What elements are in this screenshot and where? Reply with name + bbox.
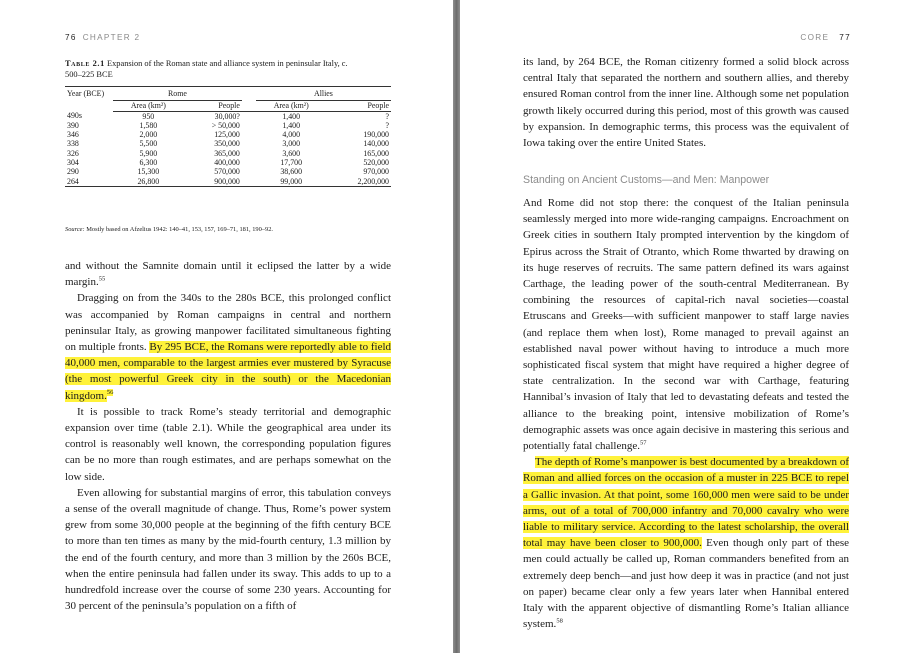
- paragraph: Dragging on from the 340s to the 280s BCE, this prolonged conflict was accompanied by Roman campaigns in central and northern peninsular Italy, as growing manpower facilitated simultaneous fighting on multiple fronts. By 295 BCE, the Romans were reportedly able to field 40,000 men, comparable to the largest armies ever mustered by Syracuse (the most powerful Greek city in the south) or the Macedonian kingdom.$^{56}$: [65, 292, 392, 402]
- cell-area-allies: 4,000: [282, 130, 301, 140]
- cell-area-rome: 15,300: [137, 167, 160, 177]
- col-year-header: Year (BCE): [65, 87, 113, 112]
- cell-year: 338: [67, 139, 79, 149]
- col-people-rome-header: People: [184, 101, 242, 111]
- cell-year: 490s: [67, 111, 82, 121]
- source-text: Mostly based on Afzelius 1942: 140–41, 153, 157, 169–71, 181, 190–92.: [86, 226, 273, 233]
- footnote-ref: 56: [106, 388, 114, 396]
- right-top-paragraph: [523, 54, 849, 151]
- right-page-number: 77: [839, 33, 851, 42]
- cell-people-allies: 520,000: [363, 158, 389, 168]
- table-source-note: [65, 226, 273, 233]
- cell-area-allies: 99,000: [256, 177, 327, 187]
- cell-year: 326: [67, 148, 79, 158]
- table-row: [65, 149, 391, 158]
- table-label: Table 2.1: [65, 59, 105, 68]
- right-chapter-label: CORE: [800, 33, 830, 42]
- paragraph: its land, by 264 BCE, the Roman citizenry formed a solid block across central Italy that separated the northern and southern allies, and thereby ensured Roman control from the inner line. Although some net population growth likely occurred during this period, most of this growth was caused by expansion. In demographic terms, this process was the equivalent of Iowa taking over the entire United States.: [523, 56, 849, 150]
- book-gutter: [453, 0, 460, 653]
- table-title: Expansion of the Roman state and alliance system in peninsular Italy, c. 500–225 BCE: [65, 59, 348, 79]
- cell-area-allies: 1,400: [282, 111, 301, 121]
- source-label: Source:: [65, 226, 85, 233]
- cell-people-rome: 900,000: [184, 177, 242, 187]
- cell-area-rome: 2,000: [139, 130, 158, 140]
- cell-area-rome: 5,500: [139, 139, 158, 149]
- cell-area-rome: 6,300: [139, 158, 158, 168]
- cell-area-allies: 17,700: [280, 158, 303, 168]
- cell-year: 304: [67, 158, 79, 168]
- cell-area-rome: 5,900: [139, 148, 158, 158]
- cell-people-allies: 165,000: [363, 148, 389, 158]
- highlighted-passage: By 295 BCE, the Romans were reportedly able to field 40,000 men, comparable to the largest armies ever mustered by Syracuse (the most powerful Greek city in the south) or the Macedonian kingdom.: [65, 341, 392, 402]
- cell-year: 264: [65, 177, 113, 187]
- footnote-ref: 58: [556, 617, 563, 625]
- expansion-table: [65, 86, 391, 187]
- col-area-allies-header: Area (km²): [256, 101, 327, 111]
- right-body-text: [523, 195, 849, 632]
- highlighted-passage: The depth of Rome’s manpower is best documented by a breakdown of Roman and allied forces on the occasion of a muster in 225 BCE to repel a Gallic invasion. At that point, some 160,000 men were said to be under arms, out of a total of 700,000 infantry and 70,000 cavalry who were liable to military service. According to the latest scholarship, the overall total may have been closer to 900,000.: [523, 456, 849, 550]
- left-body-text: [65, 258, 391, 614]
- right-running-head: [800, 33, 851, 42]
- cell-year: 346: [67, 130, 79, 140]
- cell-area-allies: 1,400: [282, 120, 301, 130]
- table-row: [65, 111, 391, 121]
- left-running-head: [65, 33, 140, 42]
- paragraph: and without the Samnite domain until it eclipsed the latter by a wide margin.$^{55}$: [65, 260, 391, 289]
- cell-people-rome: 125,000: [214, 130, 240, 140]
- footnote-ref: 55: [98, 275, 106, 283]
- left-page-number: 76: [65, 33, 77, 42]
- table-caption: [65, 59, 365, 80]
- table-row: [65, 130, 391, 139]
- paragraph: And Rome did not stop there: the conquest of the Italian peninsula seamlessly merged into more wide-ranging campaigns. Encroachment on Greek cities in southern Italy prompted intervention by the kingdom of Epirus across the Strait of Otranto, which Rome thwarted by drawing on its huge reserves of recruits. The same pattern defined its wars against Carthage, the leading power of the south-central Mediterranean. By combining the resources of capital-rich naval societies—coastal Etruscans and Greeks—with sufficient manpower to staff large navies (and replace them when lost), Rome managed to prevail against an established naval power without having to introduce a much more sophisticated fiscal system that might have required a higher degree of state centralization. In the second war with Carthage, featuring Hannibal’s invasion of Italy that led to devastating defeats and tested the alliance to the breaking point, intensive mobilization of Rome’s demographic assets was once again decisive in mastering this serious and potentially fatal challenge.$^{57}$: [523, 197, 849, 453]
- table-row: [65, 158, 391, 167]
- cell-people-allies: ?: [385, 111, 389, 121]
- cell-people-rome: > 50,000: [211, 120, 240, 130]
- table-row: [65, 177, 391, 187]
- table-row: [65, 121, 391, 130]
- cell-people-allies: 2,200,000: [327, 177, 391, 187]
- table-row: [65, 139, 391, 148]
- paragraph: It is possible to track Rome’s steady territorial and demographic expansion over time (table 2.1). While the geographical area under its control is reasonably well known, the corresponding population figures can be no more than rough estimates, and are perhaps somewhat on the low side.: [65, 405, 391, 483]
- cell-people-allies: ?: [385, 120, 389, 130]
- group-header-allies: Allies: [256, 87, 391, 101]
- footnote-ref: 57: [639, 439, 647, 447]
- cell-area-allies: 3,600: [282, 148, 301, 158]
- cell-year: 390: [67, 120, 79, 130]
- cell-people-rome: 365,000: [214, 148, 240, 158]
- left-chapter-label: CHAPTER 2: [82, 33, 141, 42]
- cell-area-rome: 26,800: [113, 177, 184, 187]
- col-people-allies-header: People: [327, 101, 391, 111]
- section-heading: Standing on Ancient Customs—and Men: Manpower: [523, 174, 770, 186]
- cell-area-rome: 950: [142, 111, 155, 121]
- cell-people-allies: 970,000: [363, 167, 389, 177]
- cell-people-rome: 400,000: [214, 158, 240, 168]
- cell-area-rome: 1,580: [139, 120, 158, 130]
- paragraph: Even allowing for substantial margins of error, this tabulation conveys a sense of the overall magnitude of change. Thus, Rome’s power system grew from some 30,000 people at the beginning of the fifth century BCE to more than ten times as many by the mid-fourth century, 1.3 million by the end of the fourth century, and more than 3 million by the 260s BCE, when the entire peninsula had fallen under its sway. This adds to up to a hundredfold increase over the course of some 230 years. Accounting for 30 percent of the peninsula’s population on a fifth of: [65, 486, 391, 613]
- cell-year: 290: [67, 167, 79, 177]
- paragraph: The depth of Rome’s manpower is best documented by a breakdown of Roman and allied forces on the occasion of a muster in 225 BCE to repel a Gallic invasion. At that point, some 160,000 men were said to be under arms, out of a total of 700,000 infantry and 70,000 cavalry who were liable to military service. According to the latest scholarship, the overall total may have been closer to 900,000. Even though only part of these men could actually be called up, Roman commanders benefited from an extremely deep bench—and just how deep it was in practice (and not just on paper) became clear only a few years later when Hannibal entered Italy with the apparent objective of dismantling Rome’s Italian alliance system.$^{58}$: [523, 456, 849, 631]
- cell-area-allies: 38,600: [280, 167, 303, 177]
- cell-people-allies: 140,000: [363, 139, 389, 149]
- col-area-rome-header: Area (km²): [113, 101, 184, 111]
- group-header-rome: Rome: [113, 87, 242, 101]
- cell-area-allies: 3,000: [282, 139, 301, 149]
- table-row: [65, 167, 391, 176]
- cell-people-rome: 570,000: [214, 167, 240, 177]
- cell-people-rome: 350,000: [214, 139, 240, 149]
- cell-people-rome: 30,000?: [214, 111, 240, 121]
- cell-people-allies: 190,000: [363, 130, 389, 140]
